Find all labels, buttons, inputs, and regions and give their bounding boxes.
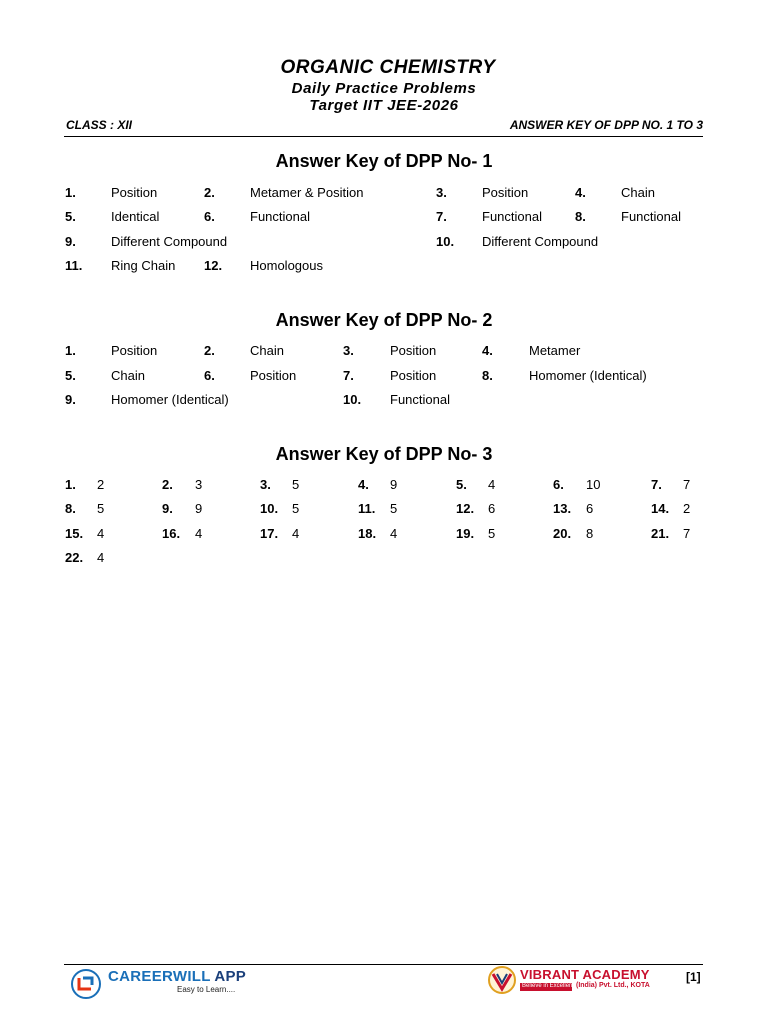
answer-number: 6. bbox=[204, 368, 215, 383]
answer-number: 7. bbox=[343, 368, 354, 383]
header-divider bbox=[64, 136, 703, 137]
careerwill-tagline: Easy to Learn.... bbox=[177, 985, 236, 994]
answer-number: 22. bbox=[65, 550, 84, 565]
answer-number: 10. bbox=[343, 392, 362, 407]
answer-value: Functional bbox=[250, 209, 310, 224]
answer-number: 13. bbox=[553, 501, 572, 516]
class-label: CLASS : XII bbox=[66, 118, 133, 132]
target-line: Target IIT JEE-2026 bbox=[309, 97, 459, 114]
answer-value: 3 bbox=[195, 477, 203, 492]
careerwill-logo-icon bbox=[71, 969, 101, 999]
vibrant-academy-subtitle: (India) Pvt. Ltd., KOTA bbox=[576, 982, 650, 989]
answer-number: 7. bbox=[651, 477, 662, 492]
answer-value: Metamer bbox=[529, 343, 581, 358]
answer-number: 17. bbox=[260, 526, 279, 541]
answer-value: 4 bbox=[97, 550, 105, 565]
answer-value: Position bbox=[482, 185, 529, 200]
answer-value: 5 bbox=[292, 501, 300, 516]
answer-number: 4. bbox=[482, 343, 493, 358]
vibrant-academy-logo-icon bbox=[486, 965, 518, 995]
answer-number: 12. bbox=[456, 501, 475, 516]
careerwill-name: CAREERWILL bbox=[108, 968, 211, 985]
dpp3-title: Answer Key of DPP No- 3 bbox=[275, 444, 493, 464]
answer-value: 6 bbox=[488, 501, 496, 516]
answer-number: 9. bbox=[65, 392, 76, 407]
answer-number: 1. bbox=[65, 477, 76, 492]
answer-number: 6. bbox=[204, 209, 215, 224]
answer-value: 4 bbox=[390, 526, 398, 541]
answer-number: 8. bbox=[65, 501, 76, 516]
answer-value: Functional bbox=[621, 209, 681, 224]
answer-number: 1. bbox=[65, 185, 76, 200]
answer-number: 10. bbox=[260, 501, 279, 516]
answer-value: Homomer (Identical) bbox=[111, 392, 229, 407]
answer-value: 5 bbox=[97, 501, 105, 516]
answer-value: 2 bbox=[683, 501, 691, 516]
answer-value: Position bbox=[111, 343, 158, 358]
answer-value: Position bbox=[390, 343, 437, 358]
vibrant-academy-strip-text: Believe in Excellence bbox=[522, 983, 579, 989]
careerwill-app-word: APP bbox=[210, 968, 247, 985]
answer-number: 4. bbox=[358, 477, 369, 492]
answer-number: 18. bbox=[358, 526, 377, 541]
answer-value: Identical bbox=[111, 209, 160, 224]
answer-number: 5. bbox=[65, 209, 76, 224]
answer-value: 5 bbox=[390, 501, 398, 516]
answer-number: 11. bbox=[65, 258, 83, 273]
answer-number: 12. bbox=[204, 258, 223, 273]
answer-value: 7 bbox=[683, 477, 691, 492]
dpp1-title: Answer Key of DPP No- 1 bbox=[275, 151, 493, 171]
answer-value: Ring Chain bbox=[111, 258, 176, 273]
answer-value: 2 bbox=[97, 477, 105, 492]
answer-value: Homologous bbox=[250, 258, 323, 273]
range-label: ANSWER KEY OF DPP NO. 1 TO 3 bbox=[509, 118, 703, 132]
answer-number: 8. bbox=[482, 368, 493, 383]
answer-value: Different Compound bbox=[111, 234, 228, 249]
answer-value: 9 bbox=[195, 501, 203, 516]
answer-number: 19. bbox=[456, 526, 475, 541]
answer-value: Chain bbox=[250, 343, 284, 358]
answer-value: 10 bbox=[586, 477, 601, 492]
answer-value: Functional bbox=[482, 209, 542, 224]
answer-number: 9. bbox=[162, 501, 173, 516]
careerwill-brand bbox=[108, 968, 246, 985]
vibrant-academy-name: VIBRANT ACADEMY bbox=[520, 967, 650, 982]
answer-number: 6. bbox=[553, 477, 564, 492]
answer-value: 5 bbox=[292, 477, 300, 492]
answer-number: 2. bbox=[204, 343, 215, 358]
answer-number: 7. bbox=[436, 209, 447, 224]
answer-value: 5 bbox=[488, 526, 496, 541]
answer-number: 21. bbox=[651, 526, 670, 541]
answer-value: 6 bbox=[586, 501, 594, 516]
answer-number: 3. bbox=[260, 477, 271, 492]
footer-divider bbox=[64, 964, 703, 965]
answer-number: 8. bbox=[575, 209, 586, 224]
document-subtitle: Daily Practice Problems bbox=[291, 80, 477, 97]
answer-value: Position bbox=[111, 185, 158, 200]
answer-value: 9 bbox=[390, 477, 398, 492]
page-number: [1] bbox=[686, 970, 701, 984]
answer-value: 4 bbox=[195, 526, 203, 541]
answer-number: 5. bbox=[65, 368, 76, 383]
answer-value: Chain bbox=[621, 185, 655, 200]
answer-value: Homomer (Identical) bbox=[529, 368, 647, 383]
answer-number: 10. bbox=[436, 234, 455, 249]
answer-number: 16. bbox=[162, 526, 181, 541]
answer-value: 7 bbox=[683, 526, 691, 541]
answer-value: Different Compound bbox=[482, 234, 599, 249]
answer-value: 4 bbox=[97, 526, 105, 541]
answer-number: 5. bbox=[456, 477, 467, 492]
document-title: ORGANIC CHEMISTRY bbox=[280, 57, 496, 78]
answer-value: Functional bbox=[390, 392, 450, 407]
answer-number: 4. bbox=[575, 185, 586, 200]
answer-number: 9. bbox=[65, 234, 76, 249]
answer-value: 8 bbox=[586, 526, 594, 541]
answer-number: 15. bbox=[65, 526, 84, 541]
answer-number: 3. bbox=[436, 185, 447, 200]
answer-value: 4 bbox=[292, 526, 300, 541]
answer-number: 3. bbox=[343, 343, 354, 358]
answer-value: Position bbox=[390, 368, 437, 383]
answer-number: 2. bbox=[204, 185, 215, 200]
answer-number: 1. bbox=[65, 343, 76, 358]
answer-value: Metamer & Position bbox=[250, 185, 364, 200]
answer-value: Chain bbox=[111, 368, 145, 383]
answer-number: 2. bbox=[162, 477, 173, 492]
answer-value: Position bbox=[250, 368, 297, 383]
dpp2-title: Answer Key of DPP No- 2 bbox=[275, 310, 493, 330]
answer-value: 4 bbox=[488, 477, 496, 492]
answer-number: 11. bbox=[358, 501, 376, 516]
answer-number: 14. bbox=[651, 501, 670, 516]
answer-number: 20. bbox=[553, 526, 572, 541]
